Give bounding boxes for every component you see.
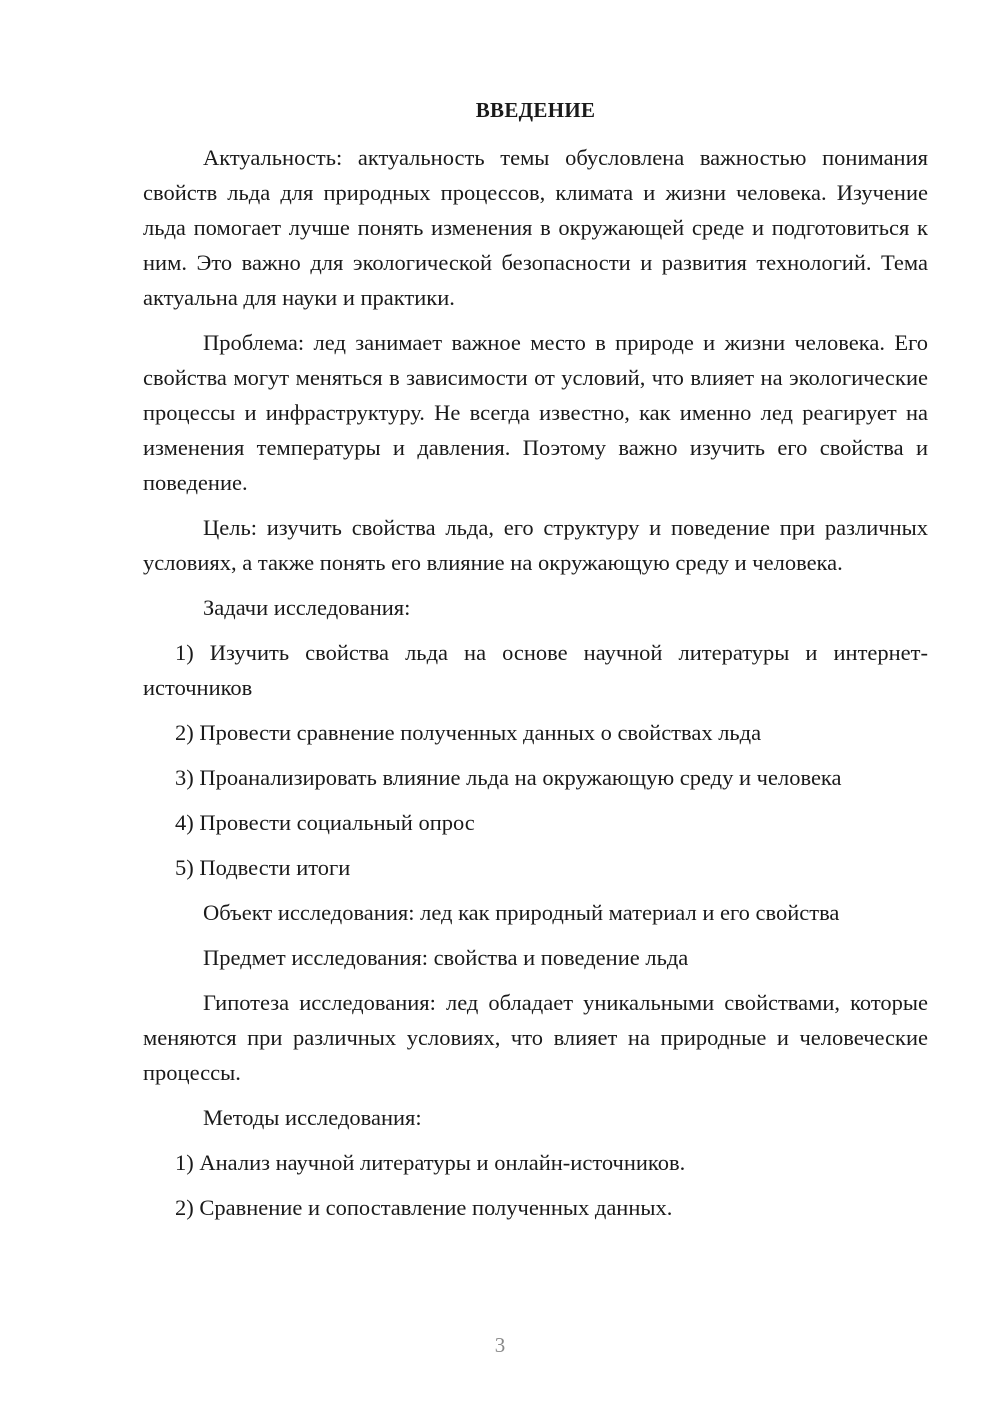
tasks-heading: Задачи исследования: (203, 595, 411, 620)
problem-paragraph: Проблема: лед занимает важное место в природе и жизни человека. Его свойства могут меняться в зависимости от условий, что влияет на экологические процессы и инфраструктуру. Не всегда известно, как именно лед реагирует на изменения температуры и давления. Поэтому важно изучить его свойства и поведение. (143, 330, 928, 495)
section-title: ВВЕДЕНИЕ (475, 98, 596, 122)
tasks-list (143, 635, 928, 885)
methods-list (143, 1145, 928, 1225)
task-item: 1) Изучить свойства льда на основе научной литературы и интернет-источников (143, 640, 928, 700)
document-page (143, 95, 928, 1235)
research-object: Объект исследования: лед как природный материал и его свойства (203, 900, 840, 925)
page-number: 3 (494, 1333, 506, 1357)
relevance-paragraph: Актуальность: актуальность темы обусловлена важностью понимания свойств льда для природных процессов, климата и жизни человека. Изучение льда помогает лучше понять изменения в окружающей среде и подготовиться к ним. Это важно для экологической безопасности и развития технологий. Тема актуальна для науки и практики. (143, 145, 928, 310)
method-item: 1) Анализ научной литературы и онлайн-источников. (175, 1150, 686, 1175)
method-item: 2) Сравнение и сопоставление полученных данных. (175, 1195, 673, 1220)
hypothesis-paragraph: Гипотеза исследования: лед обладает уникальными свойствами, которые меняются при различных условиях, что влияет на природные и человеческие процессы. (143, 990, 928, 1085)
task-item: 5) Подвести итоги (175, 855, 351, 880)
task-item: 2) Провести сравнение полученных данных о свойствах льда (175, 720, 762, 745)
research-subject: Предмет исследования: свойства и поведение льда (203, 945, 689, 970)
goal-paragraph: Цель: изучить свойства льда, его структуру и поведение при различных условиях, а также понять его влияние на окружающую среду и человека. (143, 515, 928, 575)
methods-heading: Методы исследования: (203, 1105, 422, 1130)
task-item: 3) Проанализировать влияние льда на окружающую среду и человека (175, 765, 842, 790)
task-item: 4) Провести социальный опрос (175, 810, 475, 835)
